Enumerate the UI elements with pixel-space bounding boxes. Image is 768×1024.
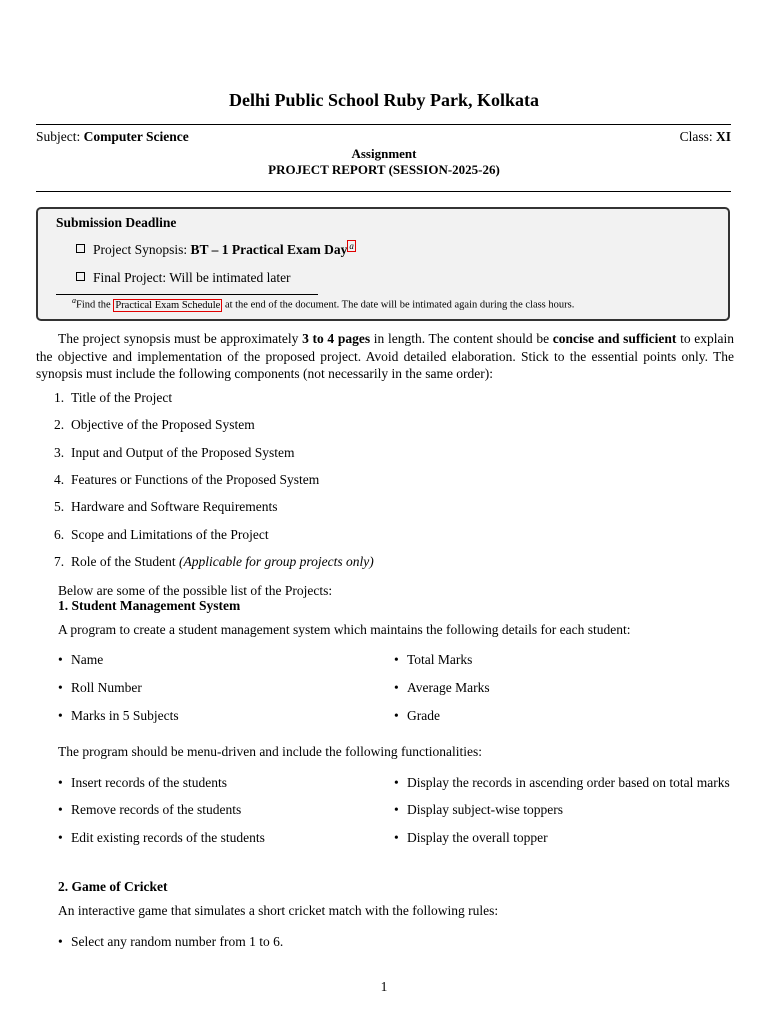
class-value: XI (715, 129, 731, 144)
assignment-heading: Assignment (351, 146, 417, 161)
intro-bold-2: concise and sufficient (552, 331, 677, 346)
list-item: • Average Marks (394, 680, 490, 696)
footnote-prefix: Find the (76, 299, 111, 311)
list-item: 3. Input and Output of the Proposed System (54, 445, 295, 460)
list-item: • Name (58, 652, 103, 668)
intro-text-1: The project synopsis must be approximately (58, 331, 303, 346)
list-item: 4. Features or Functions of the Proposed System (54, 472, 320, 487)
list-item: • Select any random number from 1 to 6. (58, 934, 283, 950)
report-title: PROJECT REPORT (SESSION-2025-26) (268, 162, 500, 177)
list-item: • Display subject-wise toppers (394, 802, 563, 818)
checkbox-square-icon (76, 244, 85, 253)
header-rule-top (36, 124, 731, 125)
list-item: 5. Hardware and Software Requirements (54, 499, 278, 514)
intro-paragraph (36, 330, 734, 383)
list-item: 2. Objective of the Proposed System (54, 417, 255, 432)
footnote (72, 296, 574, 311)
page-number: 1 (380, 979, 388, 994)
project2-title: 2. Game of Cricket (58, 879, 168, 894)
list-item-text: Title of the Project (71, 390, 173, 405)
list-item-text: Hardware and Software Requirements (71, 499, 278, 514)
list-item-text: Scope and Limitations of the Project (71, 527, 269, 542)
schedule-link[interactable]: Practical Exam Schedule (115, 299, 221, 311)
list-item: 7. Role of the Student (Applicable for group projects only) (54, 554, 374, 569)
footnote-suffix: at the end of the document. The date will be intimated again during the class hours. (224, 299, 575, 311)
projects-intro: Below are some of the possible list of the Projects: (58, 583, 333, 598)
deadline-synopsis (76, 242, 356, 258)
list-item-text: Role of the Student (71, 554, 176, 569)
final-label: Final Project: (93, 270, 167, 285)
intro-text-2: in length. The content should be (370, 331, 553, 346)
list-item: • Grade (394, 708, 440, 724)
footnote-mark: a (72, 296, 76, 305)
synopsis-label: Project Synopsis: (93, 242, 188, 257)
project1-func-intro: The program should be menu-driven and include the following functionalities: (58, 744, 483, 759)
list-item: • Total Marks (394, 652, 472, 668)
list-item-note: (Applicable for group projects only) (179, 554, 374, 569)
list-item: • Display the overall topper (394, 830, 548, 846)
class-label: Class: (679, 129, 713, 144)
list-item: • Insert records of the students (58, 775, 227, 791)
subject-line (36, 129, 189, 145)
deadline-title: Submission Deadline (56, 215, 177, 230)
list-item: • Remove records of the students (58, 802, 241, 818)
list-item: 6. Scope and Limitations of the Project (54, 527, 269, 542)
intro-bold-1: 3 to 4 pages (302, 331, 371, 346)
list-item-text: Features or Functions of the Proposed System (71, 472, 320, 487)
list-item: • Roll Number (58, 680, 142, 696)
list-item: • Display the records in ascending order based on total marks (394, 775, 730, 791)
project2-desc: An interactive game that simulates a short cricket match with the following rules: (58, 903, 499, 918)
list-item: • Edit existing records of the students (58, 830, 265, 846)
school-title: Delhi Public School Ruby Park, Kolkata (228, 90, 540, 110)
subject-value: Computer Science (83, 129, 189, 144)
footnote-rule (56, 294, 318, 295)
footnote-ref-link[interactable]: a (349, 241, 354, 251)
deadline-final (76, 270, 291, 286)
list-item-text: Objective of the Proposed System (71, 417, 255, 432)
project1-desc: A program to create a student management system which maintains the following details for each student: (58, 622, 631, 637)
synopsis-value: BT – 1 Practical Exam Day (190, 242, 348, 257)
class-line (680, 129, 731, 145)
list-item-text: Input and Output of the Proposed System (71, 445, 295, 460)
list-item: 1. Title of the Project (54, 390, 173, 405)
subject-label: Subject: (36, 129, 81, 144)
header-rule-bottom (36, 191, 731, 192)
list-item: • Marks in 5 Subjects (58, 708, 179, 724)
final-value: Will be intimated later (169, 270, 291, 285)
checkbox-square-icon (76, 272, 85, 281)
intro-text-3: to explain the objective and implementation of the proposed project. Avoid detailed elaboration. Stick to the essential points only. The synopsis must include the following components (not necessarily in the same order): (36, 331, 734, 381)
project1-title: 1. Student Management System (58, 598, 241, 613)
